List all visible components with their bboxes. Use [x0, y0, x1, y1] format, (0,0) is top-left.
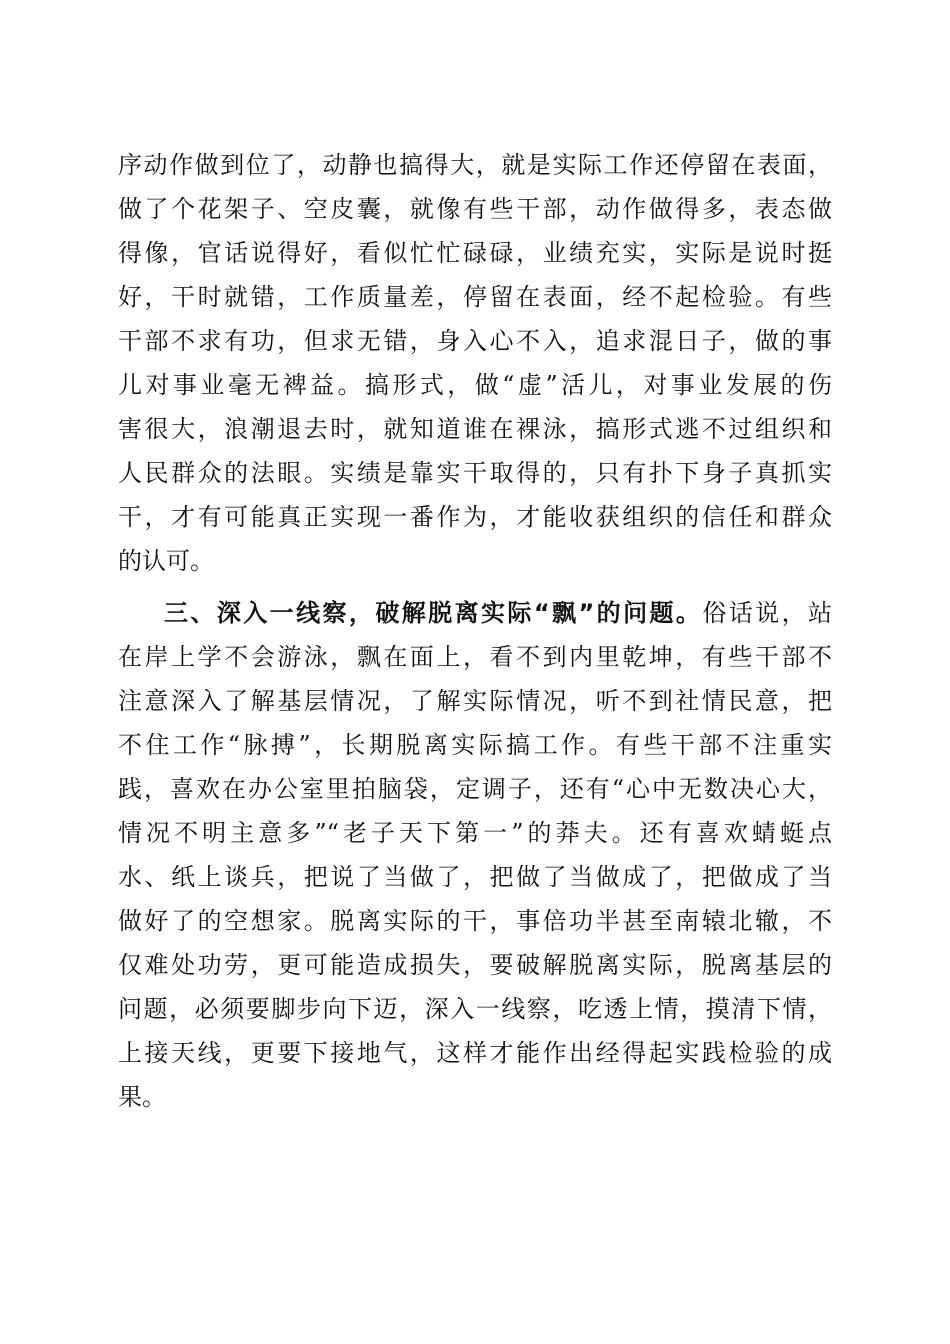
paragraph-line: 序动作做到位了，动静也搞得大，就是实际工作还停留在表面，: [118, 151, 832, 179]
paragraph-line: 得像，官话说得好，看似忙忙碌碌，业绩充实，实际是说时挺: [118, 239, 832, 267]
heading-line-rest: 俗话说，站: [702, 599, 833, 627]
section-heading: 三、深入一线察，破解脱离实际“飘”的问题。: [164, 599, 703, 627]
paragraph-line: 情况不明主意多”“老子天下第一”的莽夫。还有喜欢蜻蜓点: [118, 819, 832, 847]
paragraph-line: 仅难处功劳，更可能造成损失，要破解脱离实际，脱离基层的: [118, 951, 832, 979]
paragraph-line: 上接天线，更要下接地气，这样才能作出经得起实践检验的成: [118, 1039, 832, 1067]
paragraph-line: 干部不求有功，但求无错，身入心不入，追求混日子，做的事: [118, 327, 832, 355]
paragraph-first-line: [118, 591, 832, 635]
paragraph-line: 做好了的空想家。脱离实际的干，事倍功半甚至南辕北辙，不: [118, 907, 832, 935]
paragraph-line: 的认可。: [118, 547, 214, 575]
paragraph-line: 做了个花架子、空皮囊，就像有些干部，动作做得多，表态做: [118, 195, 832, 223]
paragraph-line: 人民群众的法眼。实绩是靠实干取得的，只有扑下身子真抓实: [118, 459, 832, 487]
paragraph-line: 在岸上学不会游泳，飘在面上，看不到内里乾坤，有些干部不: [118, 643, 832, 671]
paragraph-line: 好，干时就错，工作质量差，停留在表面，经不起检验。有些: [118, 283, 832, 311]
paragraph-line: 注意深入了解基层情况，了解实际情况，听不到社情民意，把: [118, 687, 832, 715]
paragraph-line: 果。: [118, 1083, 166, 1111]
paragraph-line: 践，喜欢在办公室里拍脑袋，定调子，还有“心中无数决心大，: [118, 775, 832, 803]
paragraph-line: 干，才有可能真正实现一番作为，才能收获组织的信任和群众: [118, 503, 832, 531]
paragraph-formalism: [118, 143, 832, 583]
paragraph-line: 害很大，浪潮退去时，就知道谁在裸泳，搞形式逃不过组织和: [118, 415, 832, 443]
paragraph-line: 水、纸上谈兵，把说了当做了，把做了当做成了，把做成了当: [118, 863, 832, 891]
paragraph-section-three: [118, 591, 832, 1119]
paragraph-line: 不住工作“脉搏”，长期脱离实际搞工作。有些干部不注重实: [118, 731, 832, 759]
paragraph-line: 儿对事业毫无裨益。搞形式，做“虚”活儿，对事业发展的伤: [118, 371, 832, 399]
paragraph-line: 问题，必须要脚步向下迈，深入一线察，吃透上情，摸清下情，: [118, 995, 832, 1023]
